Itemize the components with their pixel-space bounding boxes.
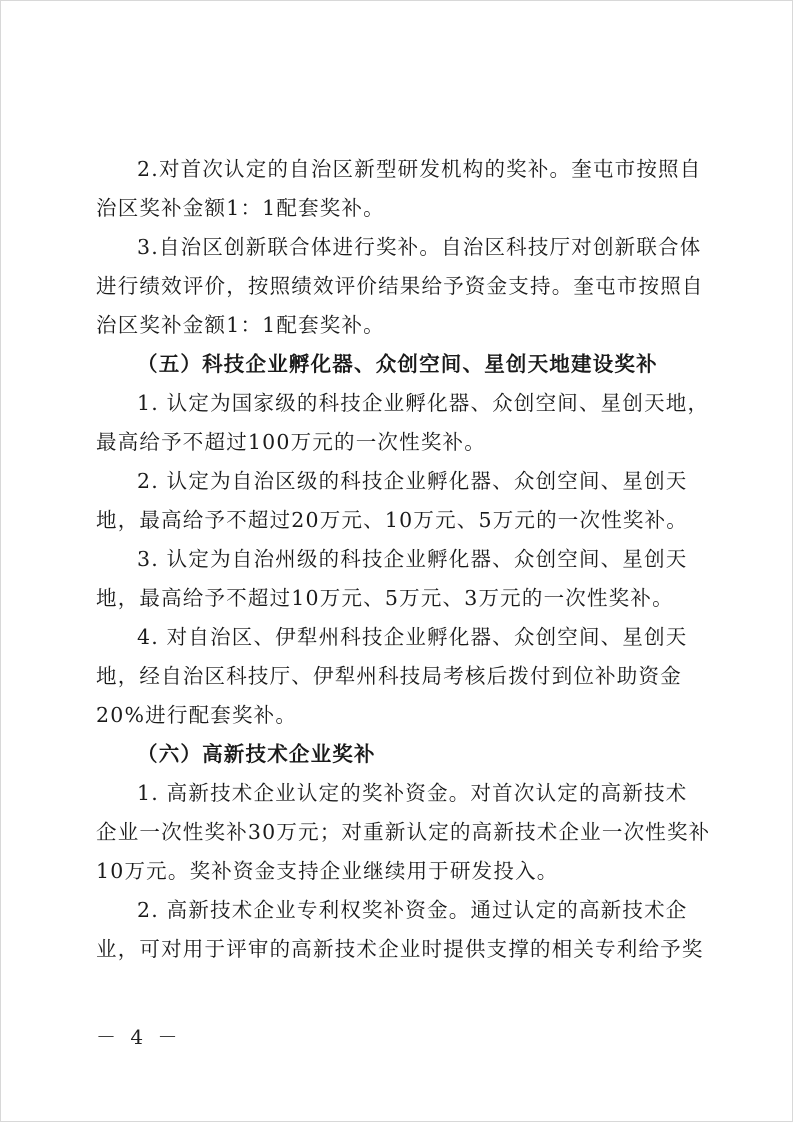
text-line: 2. 高新技术企业专利权奖补资金。通过认定的高新技术企 — [137, 898, 688, 922]
text-line: 企业一次性奖补30万元；对重新认定的高新技术企业一次性奖补 — [96, 820, 711, 844]
text-line: 3.自治区创新联合体进行奖补。自治区科技厅对创新联合体 — [137, 235, 702, 259]
text-line: 3. 认定为自治州级的科技企业孵化器、众创空间、星创天 — [137, 547, 688, 571]
text-line: 业，可对用于评审的高新技术企业时提供支撑的相关专利给予奖 — [96, 937, 704, 961]
section-heading-high-tech: （六）高新技术企业奖补 — [137, 742, 376, 766]
page-number: － 4 － — [96, 1025, 182, 1049]
text-line: 治区奖补金额1：1配套奖补。 — [96, 313, 385, 337]
document-body — [96, 150, 711, 969]
text-line: 地，最高给予不超过10万元、5万元、3万元的一次性奖补。 — [96, 586, 674, 610]
incubator-item-1 — [96, 384, 710, 462]
incubator-item-3 — [96, 540, 701, 618]
text-line: 进行绩效评价，按照绩效评价结果给予资金支持。奎屯市按照自 — [96, 274, 704, 298]
text-line: 地，经自治区科技厅、伊犁州科技局考核后拨付到位补助资金 — [96, 664, 682, 688]
paragraph-innovation-consortium — [96, 228, 704, 345]
section-heading-incubators: （五）科技企业孵化器、众创空间、星创天地建设奖补 — [137, 352, 658, 376]
text-line: 最高给予不超过100万元的一次性奖补。 — [96, 430, 486, 454]
incubator-item-2 — [96, 462, 701, 540]
text-line: 1. 高新技术企业认定的奖补资金。对首次认定的高新技术 — [137, 781, 688, 805]
high-tech-item-1 — [96, 774, 711, 891]
text-line: 20%进行配套奖补。 — [96, 703, 298, 727]
paragraph-new-rd-institutions — [96, 150, 701, 228]
text-line: 2. 认定为自治区级的科技企业孵化器、众创空间、星创天 — [137, 469, 688, 493]
text-line: 10万元。奖补资金支持企业继续用于研发投入。 — [96, 859, 559, 883]
incubator-item-4 — [96, 618, 701, 735]
text-line: 1. 认定为国家级的科技企业孵化器、众创空间、星创天地， — [137, 391, 710, 415]
high-tech-item-2 — [96, 891, 704, 969]
text-line: 4. 对自治区、伊犁州科技企业孵化器、众创空间、星创天 — [137, 625, 688, 649]
text-line: 治区奖补金额1：1配套奖补。 — [96, 196, 385, 220]
text-line: 2.对首次认定的自治区新型研发机构的奖补。奎屯市按照自 — [137, 157, 702, 181]
text-line: 地，最高给予不超过20万元、10万元、5万元的一次性奖补。 — [96, 508, 689, 532]
